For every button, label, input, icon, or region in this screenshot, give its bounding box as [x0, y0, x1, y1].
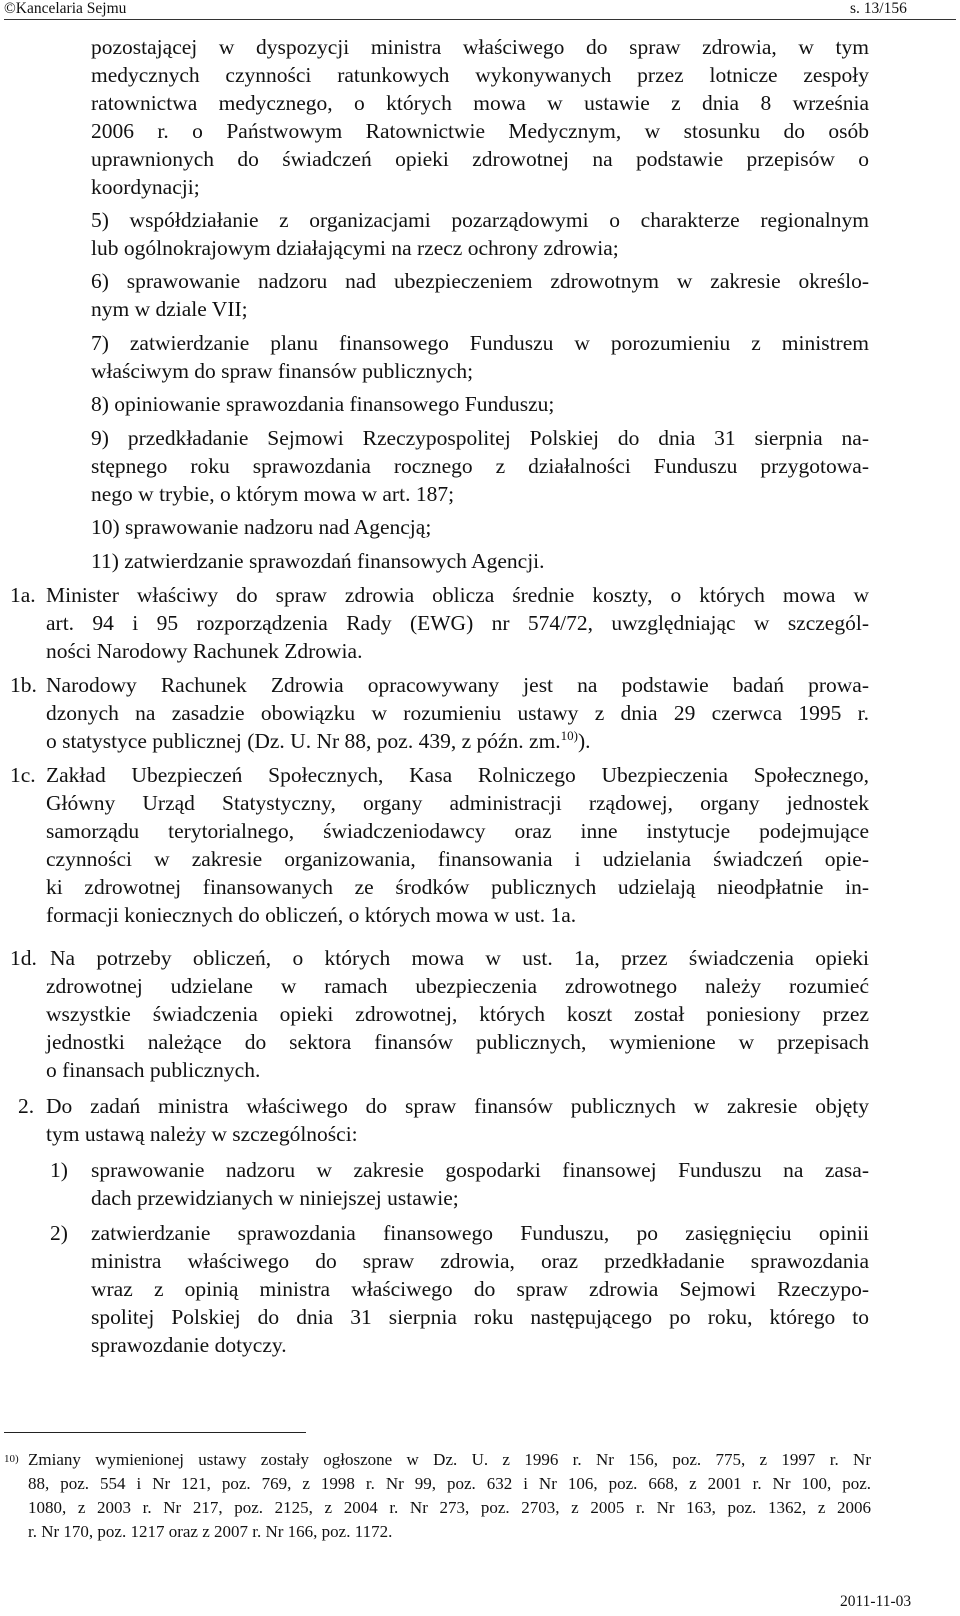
paragraph-1d: o finansach publicznych. — [46, 1058, 261, 1082]
header-left: ©Kancelaria Sejmu — [4, 0, 127, 17]
list-item-9-cont: nego w trybie, o którym mowa w art. 187; — [91, 482, 455, 506]
footnote-line: 88, poz. 554 i Nr 121, poz. 769, z 1998 r. Nr 99, poz. 632 i Nr 106, poz. 668, z 2001 r. Nr 100, poz. — [28, 1474, 871, 1493]
list-item-9: 9) przedkładanie Sejmowi Rzeczypospolitej Polskiej do dnia 31 sierpnia na- — [91, 426, 869, 450]
paragraph-1c: czynności w zakresie organizowania, finansowania i udzielania świadczeń opie- — [46, 847, 869, 871]
list-item-7-cont: właściwym do spraw finansów publicznych; — [91, 359, 474, 383]
footer-date: 2011-11-03 — [840, 1593, 912, 1610]
paragraph-2: Do zadań ministra właściwego do spraw finansów publicznych w zakresie objęty — [46, 1094, 869, 1118]
list-item-11: 11) zatwierdzanie sprawozdań finansowych Agencji. — [91, 549, 545, 573]
text-line: uprawnionych do świadczeń opieki zdrowotnej na podstawie przepisów o — [91, 147, 869, 171]
list-item-6-cont: nym w dziale VII; — [91, 297, 248, 321]
paragraph-1b — [46, 728, 591, 754]
text-line: ratownictwa medycznego, o których mowa w ustawie z dnia 8 września — [91, 91, 869, 115]
list-item-9-cont: stępnego roku sprawozdania rocznego z działalności Funduszu przygotowa- — [91, 454, 869, 478]
subitem-1: sprawowanie nadzoru w zakresie gospodarki finansowej Funduszu na zasa- — [91, 1158, 869, 1182]
paragraph-1d: wszystkie świadczenia opieki zdrowotnej, których koszt został poniesiony przez — [46, 1002, 869, 1026]
list-item-10: 10) sprawowanie nadzoru nad Agencją; — [91, 515, 432, 539]
text-line: koordynacji; — [91, 175, 200, 199]
footnote-line: 1080, z 2003 r. Nr 217, poz. 2125, z 2004 r. Nr 273, poz. 2703, z 2005 r. Nr 163, poz. 1362, z 2006 — [28, 1498, 871, 1517]
list-item-5-cont: lub ogólnokrajowym działającymi na rzecz ochrony zdrowia; — [91, 236, 619, 260]
list-item-8: 8) opiniowanie sprawozdania finansowego Funduszu; — [91, 392, 555, 416]
footnote-line: r. Nr 170, poz. 1217 oraz z 2007 r. Nr 166, poz. 1172. — [28, 1522, 393, 1541]
footnote-rule — [4, 1432, 306, 1433]
subitem-number: 2) — [50, 1221, 68, 1245]
paragraph-1b-end: ). — [578, 729, 591, 753]
text-line: pozostającej w dyspozycji ministra właściwego do spraw zdrowia, w tym — [91, 35, 869, 59]
paragraph-1d: jednostki należące do sektora finansów publicznych, wymienione w przepisach — [46, 1030, 869, 1054]
paragraph-1b-text: o statystyce publicznej (Dz. U. Nr 88, poz. 439, z późn. zm. — [46, 729, 561, 753]
paragraph-2: tym ustawą należy w szczególności: — [46, 1122, 358, 1146]
subitem-1: dach przewidzianych w niniejszej ustawie; — [91, 1186, 459, 1210]
paragraph-1c: ki zdrowotnej finansowanych ze środków publicznych udzielają nieodpłatnie in- — [46, 875, 869, 899]
subitem-2: zatwierdzanie sprawozdania finansowego Funduszu, po zasięgnięciu opinii — [91, 1221, 869, 1245]
list-item-6: 6) sprawowanie nadzoru nad ubezpieczeniem zdrowotnym w zakresie określo- — [91, 269, 869, 293]
subitem-2: spolitej Polskiej do dnia 31 sierpnia roku następującego po roku, którego to — [91, 1305, 869, 1329]
text-line: 2006 r. o Państwowym Ratownictwie Medycznym, w stosunku do osób — [91, 119, 869, 143]
paragraph-1b: dzonych na zasadzie obowiązku w rozumieniu ustawy z dnia 29 czerwca 1995 r. — [46, 701, 869, 725]
subitem-2: ministra właściwego do spraw zdrowia, oraz przedkładanie sprawozdania — [91, 1249, 869, 1273]
paragraph-1b: Narodowy Rachunek Zdrowia opracowywany jest na podstawie badań prowa- — [46, 673, 869, 697]
footnote-line: Zmiany wymienionej ustawy zostały ogłoszone w Dz. U. z 1996 r. Nr 156, poz. 775, z 1997 r. Nr — [28, 1450, 871, 1469]
paragraph-1c: formacji koniecznych do obliczeń, o których mowa w ust. 1a. — [46, 903, 577, 927]
subitem-2: sprawozdanie dotyczy. — [91, 1333, 287, 1357]
paragraph-number-1b: 1b. — [10, 673, 37, 697]
subitem-2: wraz z opinią ministra właściwego do spraw zdrowia Sejmowi Rzeczypo- — [91, 1277, 869, 1301]
header-rule — [4, 19, 956, 20]
paragraph-1c: Zakład Ubezpieczeń Społecznych, Kasa Rolniczego Ubezpieczenia Społecznego, — [46, 763, 869, 787]
footnote-ref: 10) — [560, 727, 579, 743]
page-number: s. 13/156 — [850, 0, 907, 17]
paragraph-1d: zdrowotnej udzielane w ramach ubezpieczenia zdrowotnego należy rozumieć — [46, 974, 869, 998]
paragraph-number-1d: 1d. — [10, 946, 37, 970]
paragraph-1a: art. 94 i 95 rozporządzenia Rady (EWG) nr 574/72, uwzględniając w szczegól- — [46, 611, 869, 635]
paragraph-number-2: 2. — [18, 1094, 35, 1118]
footnote-mark: 10) — [4, 1453, 19, 1465]
paragraph-1c: samorządu terytorialnego, świadczeniodawcy oraz inne instytucje podejmujące — [46, 819, 869, 843]
paragraph-number-1a: 1a. — [10, 583, 36, 607]
paragraph-1a: ności Narodowy Rachunek Zdrowia. — [46, 639, 363, 663]
text-line: medycznych czynności ratunkowych wykonywanych przez lotnicze zespoły — [91, 63, 869, 87]
paragraph-1c: Główny Urząd Statystyczny, organy administracji rządowej, organy jednostek — [46, 791, 869, 815]
list-item-7: 7) zatwierdzanie planu finansowego Funduszu w porozumieniu z ministrem — [91, 331, 869, 355]
paragraph-1a: Minister właściwy do spraw zdrowia oblicza średnie koszty, o których mowa w — [46, 583, 869, 607]
paragraph-1d: Na potrzeby obliczeń, o których mowa w ust. 1a, przez świadczenia opieki — [50, 946, 869, 970]
list-item-5: 5) współdziałanie z organizacjami pozarządowymi o charakterze regionalnym — [91, 208, 869, 232]
subitem-number: 1) — [50, 1158, 68, 1182]
paragraph-number-1c: 1c. — [10, 763, 36, 787]
